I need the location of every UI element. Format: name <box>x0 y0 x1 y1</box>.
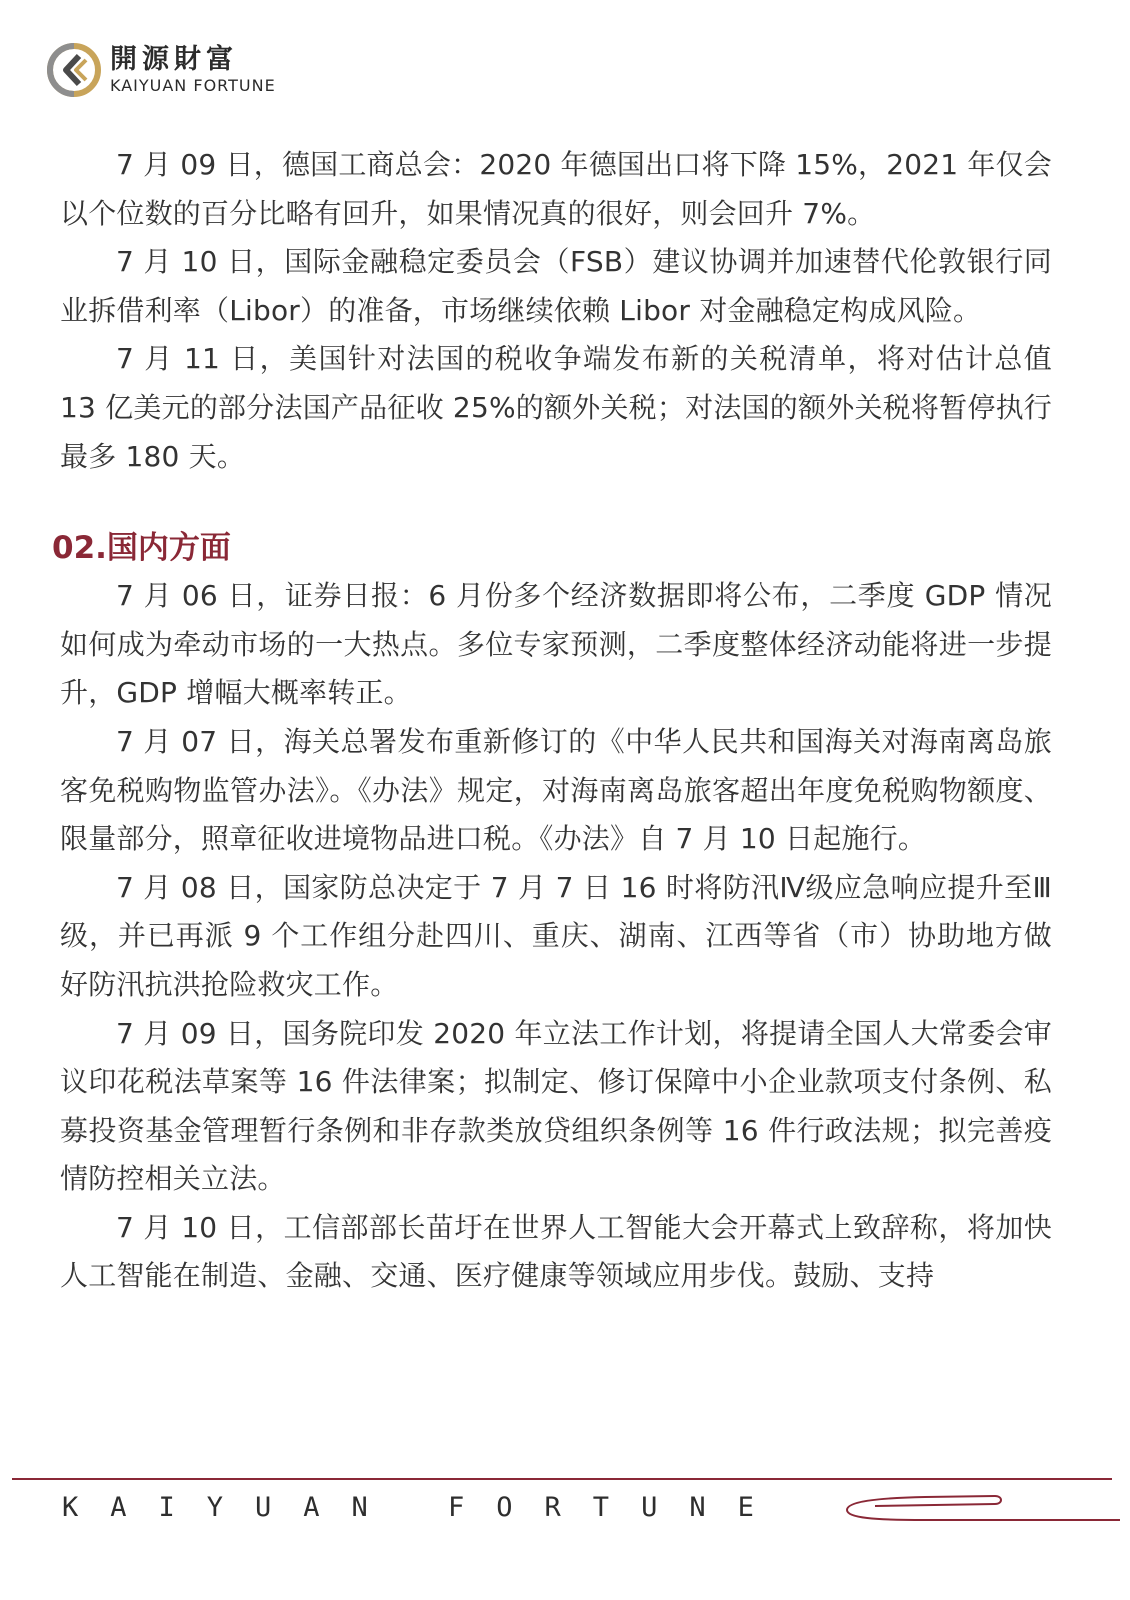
logo-english-name: KAIYUAN FORTUNE <box>110 76 276 95</box>
footer-divider <box>12 1478 1112 1480</box>
paragraph-domestic-4: 7 月 09 日，国务院印发 2020 年立法工作计划，将提请全国人大常委会审议印花税法草案等 16 件法律案；拟制定、修订保障中小企业款项支付条例、私募投资基金管理暂行条例和非存款类放贷组织条例等 16 件行政法规；拟完善疫情防控相关立法。 <box>60 1016 1052 1196</box>
paragraph-domestic-3: 7 月 08 日，国家防总决定于 7 月 7 日 16 时将防汛Ⅳ级应急响应提升至Ⅲ级，并已再派 9 个工作组分赴四川、重庆、湖南、江西等省（市）协助地方做好防汛抗洪抢险救灾工作。 <box>60 870 1052 1001</box>
paragraph-intl-1: 7 月 09 日，德国工商总会：2020 年德国出口将下降 15%，2021 年仅会以个位数的百分比略有回升，如果情况真的很好，则会回升 7%。 <box>60 148 1052 230</box>
paragraph-intl-3: 7 月 11 日，美国针对法国的税收争端发布新的关税清单，将对估计总值 13 亿美元的部分法国产品征收 25%的额外关税；对法国的额外关税将暂停执行最多 180 天。 <box>60 342 1052 473</box>
page-header <box>46 40 276 100</box>
footer-swoosh-icon <box>835 1484 1120 1534</box>
paragraph-intl-2: 7 月 10 日，国际金融稳定委员会（FSB）建议协调并加速替代伦敦银行同业拆借利率（Libor）的准备，市场继续依赖 Libor 对金融稳定构成风险。 <box>60 245 1052 327</box>
logo-text <box>110 44 276 96</box>
paragraph-domestic-2: 7 月 07 日，海关总署发布重新修订的《中华人民共和国海关对海南离岛旅客免税购物监管办法》。《办法》规定，对海南离岛旅客超出年度免税购物额度、限量部分，照章征收进境物品进口税。《办法》自 7 月 10 日起施行。 <box>60 724 1052 856</box>
kaiyuan-logo-icon <box>46 42 102 98</box>
paragraph-domestic-1: 7 月 06 日，证券日报：6 月份多个经济数据即将公布，二季度 GDP 情况如何成为牵动市场的一大热点。多位专家预测，二季度整体经济动能将进一步提升，GDP 增幅大概率转正。 <box>60 579 1052 710</box>
paragraph-domestic-5: 7 月 10 日，工信部部长苗圩在世界人工智能大会开幕式上致辞称，将加快人工智能在制造、金融、交通、医疗健康等领域应用步伐。鼓励、支持 <box>60 1210 1052 1293</box>
section-heading-domestic: 02.国内方面 <box>52 530 231 567</box>
document-body <box>52 141 1052 1301</box>
logo-chinese-name: 開源財富 <box>110 44 238 75</box>
footer-brand-text: KAIYUAN FORTUNE <box>62 1492 786 1523</box>
